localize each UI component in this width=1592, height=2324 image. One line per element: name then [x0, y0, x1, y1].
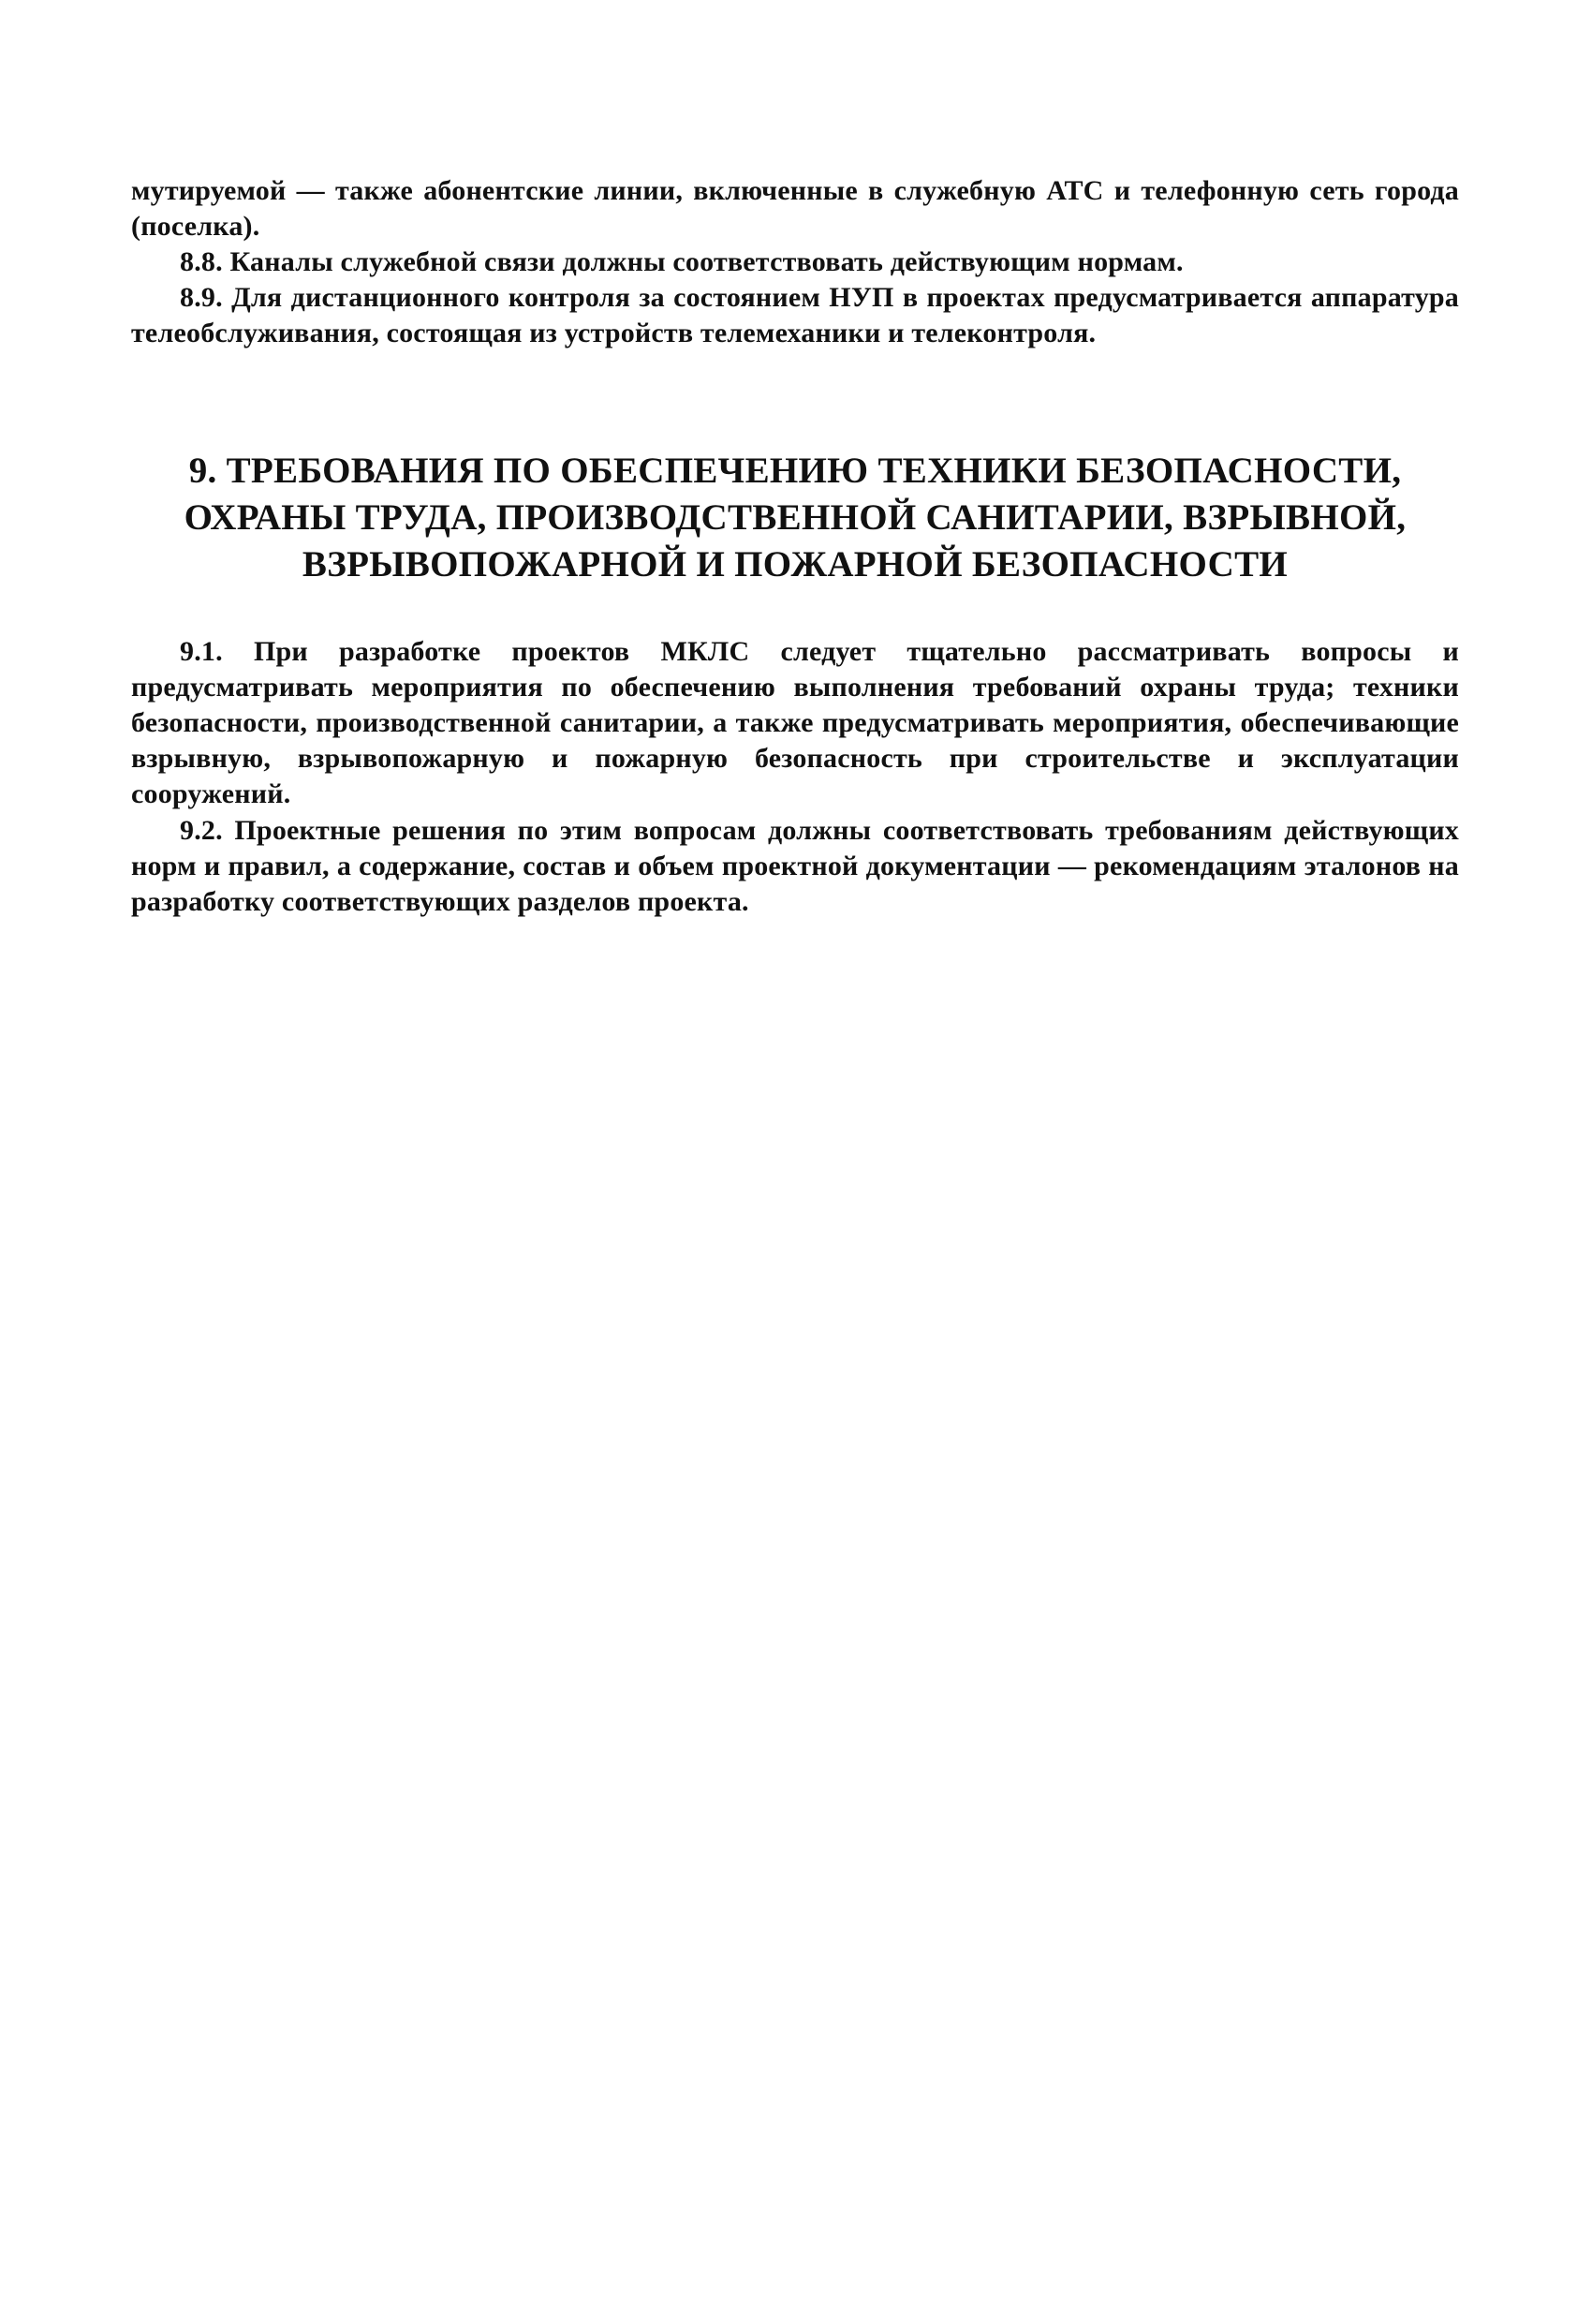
paragraph-8-9: 8.9. Для дистанционного контроля за состоянием НУП в проектах предусматривается аппаратура телеобслуживания, состоящая из устройств телемеханики и телеконтроля. — [131, 282, 1459, 348]
continuation-paragraph: мутируемой — также абонентские линии, включенные в служебную АТС и телефонную сеть города (поселка). — [131, 175, 1459, 242]
heading-line-1: 9. ТРЕБОВАНИЯ ПО ОБЕСПЕЧЕНИЮ ТЕХНИКИ БЕЗОПАСНОСТИ, — [188, 451, 1402, 491]
section-8-text — [131, 173, 1459, 351]
section-9-heading — [131, 448, 1459, 588]
paragraph-9-1: 9.1. При разработке проектов МКЛС следует тщательно рассматривать вопросы и предусматривать мероприятия по обеспечению выполнения требований охраны труда; техники безопасности, производственной санитарии, а также предусматривать мероприятия, обеспечивающие взрывную, взрывопожарную и пожарную безопасность при строительстве и эксплуатации сооружений. — [131, 636, 1459, 809]
paragraph-8-8: 8.8. Каналы служебной связи должны соответствовать действующим нормам. — [180, 246, 1184, 277]
heading-line-2: ОХРАНЫ ТРУДА, ПРОИЗВОДСТВЕННОЙ САНИТАРИИ, ВЗРЫВНОЙ, — [184, 497, 1407, 538]
section-9-text — [131, 634, 1459, 920]
paragraph-9-2: 9.2. Проектные решения по этим вопросам должны соответствовать требованиям действующих норм и правил, а содержание, состав и объем проектной документации — рекомендациям эталонов на разработку соответствующих разделов проекта. — [131, 815, 1459, 917]
heading-line-3: ВЗРЫВОПОЖАРНОЙ И ПОЖАРНОЙ БЕЗОПАСНОСТИ — [302, 544, 1289, 585]
